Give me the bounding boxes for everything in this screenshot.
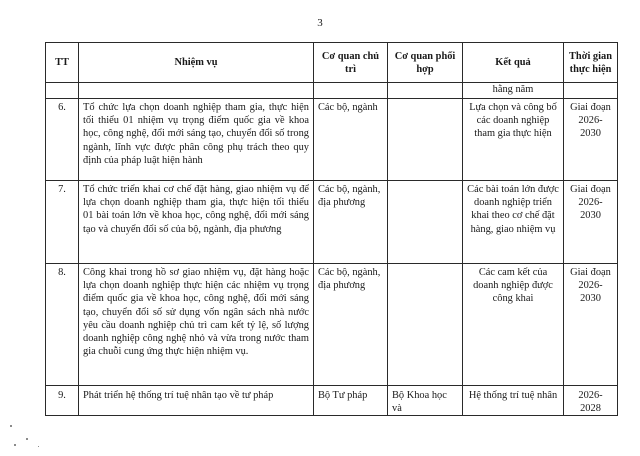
cell-task: Công khai trong hồ sơ giao nhiệm vụ, đặt hàng hoặc lựa chọn doanh nghiệp thực hiện các nhiệm vụ trọng điểm quốc gia về khoa học, công nghệ, đổi mới sáng tạo, chuyển đổi số sử dụng vốn ngân sách nhà nước yêu cầu doanh nghiệp chủ trì cam kết tỷ lệ, số lượng doanh nghiệp công nghệ nhỏ và vừa trong nước tham gia chuỗi cung ứng thực hiện nhiệm vụ. <box>79 264 314 386</box>
cell-task: Phát triển hệ thống trí tuệ nhân tạo về tư pháp <box>79 386 314 416</box>
cell-coop <box>388 264 463 386</box>
cell-host: Các bộ, ngành <box>314 99 388 181</box>
cell-host: Các bộ, ngành, địa phương <box>314 264 388 386</box>
scan-speck <box>38 446 39 447</box>
table-row <box>46 264 618 386</box>
cell-tt: 7. <box>46 181 79 264</box>
table-row <box>46 181 618 264</box>
cell-result: Hệ thống trí tuệ nhân <box>463 386 564 416</box>
header-task: Nhiệm vụ <box>79 43 314 83</box>
scan-speck <box>26 438 28 440</box>
cell-coop <box>388 99 463 181</box>
cell-tt: 6. <box>46 99 79 181</box>
cell-tt: 8. <box>46 264 79 386</box>
cell-coop <box>388 181 463 264</box>
cell-task <box>79 83 314 99</box>
cell-result: hằng năm <box>463 83 564 99</box>
page-number: 3 <box>317 17 323 29</box>
header-time: Thời gian thực hiện <box>564 43 618 83</box>
cell-host: Bộ Tư pháp <box>314 386 388 416</box>
cell-host: Các bộ, ngành, địa phương <box>314 181 388 264</box>
cell-time: Giai đoạn 2026-2030 <box>564 181 618 264</box>
cell-host <box>314 83 388 99</box>
header-host: Cơ quan chủ trì <box>314 43 388 83</box>
table-header-row <box>46 43 618 83</box>
cell-tt: 9. <box>46 386 79 416</box>
cell-time: Giai đoạn 2026-2030 <box>564 99 618 181</box>
table-row <box>46 386 618 416</box>
cell-task: Tổ chức triển khai cơ chế đặt hàng, giao nhiệm vụ để lựa chọn doanh nghiệp tham gia, thực hiện tối thiểu 01 bài toán lớn về khoa học, công nghệ, đổi mới sáng tạo và chuyển đổi số của bộ, ngành, địa phương <box>79 181 314 264</box>
cell-tt <box>46 83 79 99</box>
cell-result: Lựa chọn và công bố các doanh nghiệp tham gia thực hiện <box>463 99 564 181</box>
task-table <box>45 42 618 416</box>
scan-speck <box>14 444 16 446</box>
cell-result: Các cam kết của doanh nghiệp được công khai <box>463 264 564 386</box>
table-row-continuation <box>46 83 618 99</box>
cell-task: Tổ chức lựa chọn doanh nghiệp tham gia, thực hiện tối thiểu 01 nhiệm vụ trọng điểm quốc gia về khoa học, công nghệ, đổi mới sáng tạo, chuyển đổi số trong ngành, lĩnh vực được phân công phụ trách theo quy định của pháp luật hiện hành <box>79 99 314 181</box>
header-coop: Cơ quan phối hợp <box>388 43 463 83</box>
cell-result: Các bài toán lớn được doanh nghiệp triển khai theo cơ chế đặt hàng, giao nhiệm vụ <box>463 181 564 264</box>
scan-speck <box>10 425 12 427</box>
header-tt: TT <box>46 43 79 83</box>
table-row <box>46 99 618 181</box>
header-result: Kết quả <box>463 43 564 83</box>
cell-coop <box>388 83 463 99</box>
cell-time: 2026-2028 <box>564 386 618 416</box>
cell-time: Giai đoạn 2026-2030 <box>564 264 618 386</box>
cell-coop: Bộ Khoa học và <box>388 386 463 416</box>
cell-time <box>564 83 618 99</box>
